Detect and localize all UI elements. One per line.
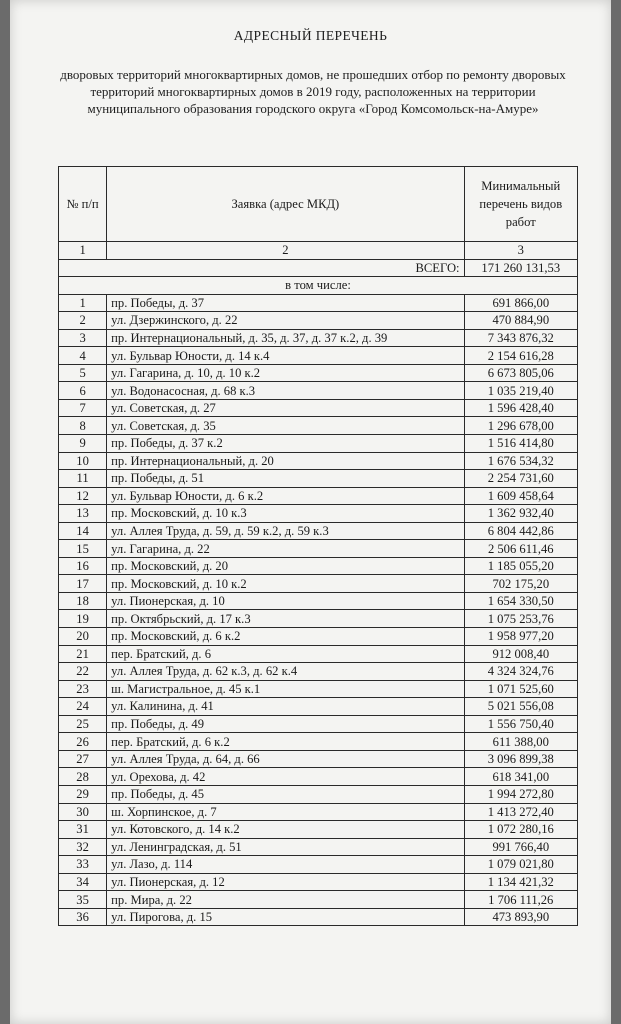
row-amount: 1 413 272,40: [464, 803, 577, 821]
column-number-1: 1: [59, 242, 107, 260]
table-row: [59, 312, 578, 330]
row-address: ул. Аллея Труда, д. 62 к.3, д. 62 к.4: [107, 663, 464, 681]
row-amount: 4 324 324,76: [464, 663, 577, 681]
row-number: 10: [59, 452, 107, 470]
row-address: ул. Бульвар Юности, д. 14 к.4: [107, 347, 464, 365]
row-number: 28: [59, 768, 107, 786]
row-amount: 1 654 330,50: [464, 592, 577, 610]
table-row: [59, 856, 578, 874]
row-address: пр. Победы, д. 51: [107, 470, 464, 488]
row-amount: 6 804 442,86: [464, 522, 577, 540]
row-amount: 611 388,00: [464, 733, 577, 751]
row-number: 34: [59, 873, 107, 891]
table-row: [59, 540, 578, 558]
table-row: [59, 347, 578, 365]
table-row: [59, 417, 578, 435]
row-amount: 470 884,90: [464, 312, 577, 330]
table-row: [59, 557, 578, 575]
total-row: [59, 259, 578, 277]
row-number: 15: [59, 540, 107, 558]
row-number: 7: [59, 399, 107, 417]
row-address: ул. Гагарина, д. 22: [107, 540, 464, 558]
row-number: 22: [59, 663, 107, 681]
row-number: 25: [59, 715, 107, 733]
header-works: Минимальный перечень видов работ: [464, 167, 577, 242]
document-subtitle: дворовых территорий многоквартирных домов, не прошедших отбор по ремонту дворовых территорий многоквартирных домов в 2019 году, расположенных на территории муниципального образования городского округа «Город Комсомольск-на-Амуре»: [60, 67, 566, 116]
row-amount: 2 254 731,60: [464, 470, 577, 488]
table-row: [59, 750, 578, 768]
table-row: [59, 838, 578, 856]
including-label: в том числе:: [59, 277, 578, 295]
column-number-3: 3: [464, 242, 577, 260]
row-number: 32: [59, 838, 107, 856]
row-address: ул. Советская, д. 27: [107, 399, 464, 417]
row-number: 31: [59, 821, 107, 839]
row-address: ул. Дзержинского, д. 22: [107, 312, 464, 330]
row-number: 4: [59, 347, 107, 365]
row-address: ул. Пионерская, д. 12: [107, 873, 464, 891]
row-amount: 1 079 021,80: [464, 856, 577, 874]
table-row: [59, 435, 578, 453]
row-amount: 1 676 534,32: [464, 452, 577, 470]
table-row: [59, 821, 578, 839]
row-number: 30: [59, 803, 107, 821]
row-address: пр. Октябрьский, д. 17 к.3: [107, 610, 464, 628]
row-address: пр. Интернациональный, д. 20: [107, 452, 464, 470]
table-row: [59, 575, 578, 593]
row-amount: 1 609 458,64: [464, 487, 577, 505]
row-address: пер. Братский, д. 6 к.2: [107, 733, 464, 751]
row-address: ул. Пионерская, д. 10: [107, 592, 464, 610]
row-number: 1: [59, 294, 107, 312]
row-number: 33: [59, 856, 107, 874]
table-row: [59, 663, 578, 681]
row-amount: 5 021 556,08: [464, 698, 577, 716]
row-address: пер. Братский, д. 6: [107, 645, 464, 663]
row-address: ул. Котовского, д. 14 к.2: [107, 821, 464, 839]
row-address: пр. Интернациональный, д. 35, д. 37, д. 37 к.2, д. 39: [107, 329, 464, 347]
row-address: пр. Московский, д. 10 к.3: [107, 505, 464, 523]
row-address: ш. Магистральное, д. 45 к.1: [107, 680, 464, 698]
row-amount: 2 506 611,46: [464, 540, 577, 558]
row-amount: 473 893,90: [464, 908, 577, 926]
table-row: [59, 680, 578, 698]
row-amount: 702 175,20: [464, 575, 577, 593]
column-number-row: [59, 242, 578, 260]
row-address: ул. Орехова, д. 42: [107, 768, 464, 786]
row-number: 18: [59, 592, 107, 610]
row-amount: 1 706 111,26: [464, 891, 577, 909]
row-amount: 1 556 750,40: [464, 715, 577, 733]
row-amount: 1 075 253,76: [464, 610, 577, 628]
header-address: Заявка (адрес МКД): [107, 167, 464, 242]
table-row: [59, 382, 578, 400]
table-row: [59, 470, 578, 488]
table-row: [59, 628, 578, 646]
row-address: пр. Победы, д. 49: [107, 715, 464, 733]
table-row: [59, 522, 578, 540]
row-address: пр. Московский, д. 20: [107, 557, 464, 575]
row-number: 26: [59, 733, 107, 751]
row-amount: 1 362 932,40: [464, 505, 577, 523]
table-row: [59, 610, 578, 628]
row-number: 16: [59, 557, 107, 575]
table-row: [59, 891, 578, 909]
row-address: ул. Гагарина, д. 10, д. 10 к.2: [107, 364, 464, 382]
table-row: [59, 294, 578, 312]
table-row: [59, 364, 578, 382]
table-row: [59, 399, 578, 417]
row-amount: 1 134 421,32: [464, 873, 577, 891]
row-amount: 912 008,40: [464, 645, 577, 663]
row-number: 21: [59, 645, 107, 663]
row-number: 27: [59, 750, 107, 768]
row-number: 23: [59, 680, 107, 698]
table-row: [59, 452, 578, 470]
table-row: [59, 873, 578, 891]
row-address: ул. Лазо, д. 114: [107, 856, 464, 874]
row-number: 13: [59, 505, 107, 523]
table-row: [59, 908, 578, 926]
table-row: [59, 785, 578, 803]
total-label: ВСЕГО:: [59, 259, 465, 277]
including-row: [59, 277, 578, 295]
row-address: ул. Калинина, д. 41: [107, 698, 464, 716]
row-number: 2: [59, 312, 107, 330]
row-address: ул. Аллея Труда, д. 64, д. 66: [107, 750, 464, 768]
row-number: 8: [59, 417, 107, 435]
row-address: пр. Московский, д. 6 к.2: [107, 628, 464, 646]
row-amount: 3 096 899,38: [464, 750, 577, 768]
row-amount: 1 516 414,80: [464, 435, 577, 453]
row-amount: 1 072 280,16: [464, 821, 577, 839]
row-number: 12: [59, 487, 107, 505]
row-number: 11: [59, 470, 107, 488]
column-number-2: 2: [107, 242, 464, 260]
table-row: [59, 329, 578, 347]
document-title: АДРЕСНЫЙ ПЕРЕЧЕНЬ: [233, 28, 388, 43]
table-row: [59, 803, 578, 821]
row-address: ул. Ленинградская, д. 51: [107, 838, 464, 856]
table-row: [59, 768, 578, 786]
row-address: пр. Победы, д. 37: [107, 294, 464, 312]
row-address: ул. Пирогова, д. 15: [107, 908, 464, 926]
row-amount: 1 071 525,60: [464, 680, 577, 698]
row-number: 14: [59, 522, 107, 540]
row-amount: 691 866,00: [464, 294, 577, 312]
row-amount: 1 296 678,00: [464, 417, 577, 435]
table-row: [59, 487, 578, 505]
table-row: [59, 505, 578, 523]
row-number: 5: [59, 364, 107, 382]
header-number: № п/п: [59, 167, 107, 242]
row-amount: 1 035 219,40: [464, 382, 577, 400]
row-amount: 1 185 055,20: [464, 557, 577, 575]
table-row: [59, 592, 578, 610]
row-amount: 618 341,00: [464, 768, 577, 786]
row-address: ул. Аллея Труда, д. 59, д. 59 к.2, д. 59 к.3: [107, 522, 464, 540]
row-address: пр. Московский, д. 10 к.2: [107, 575, 464, 593]
table-row: [59, 715, 578, 733]
row-amount: 991 766,40: [464, 838, 577, 856]
row-amount: 7 343 876,32: [464, 329, 577, 347]
row-number: 24: [59, 698, 107, 716]
row-amount: 1 596 428,40: [464, 399, 577, 417]
row-number: 3: [59, 329, 107, 347]
total-value: 171 260 131,53: [464, 259, 577, 277]
row-address: пр. Мира, д. 22: [107, 891, 464, 909]
row-number: 19: [59, 610, 107, 628]
row-address: ул. Советская, д. 35: [107, 417, 464, 435]
row-address: ул. Водонасосная, д. 68 к.3: [107, 382, 464, 400]
row-number: 9: [59, 435, 107, 453]
row-amount: 1 994 272,80: [464, 785, 577, 803]
row-number: 6: [59, 382, 107, 400]
table-row: [59, 733, 578, 751]
row-number: 29: [59, 785, 107, 803]
row-address: ул. Бульвар Юности, д. 6 к.2: [107, 487, 464, 505]
row-address: пр. Победы, д. 37 к.2: [107, 435, 464, 453]
row-address: пр. Победы, д. 45: [107, 785, 464, 803]
address-table: [58, 166, 578, 926]
row-amount: 6 673 805,06: [464, 364, 577, 382]
row-number: 20: [59, 628, 107, 646]
table-row: [59, 698, 578, 716]
table-row: [59, 645, 578, 663]
row-number: 35: [59, 891, 107, 909]
row-number: 17: [59, 575, 107, 593]
row-amount: 1 958 977,20: [464, 628, 577, 646]
row-amount: 2 154 616,28: [464, 347, 577, 365]
row-address: ш. Хорпинское, д. 7: [107, 803, 464, 821]
row-number: 36: [59, 908, 107, 926]
